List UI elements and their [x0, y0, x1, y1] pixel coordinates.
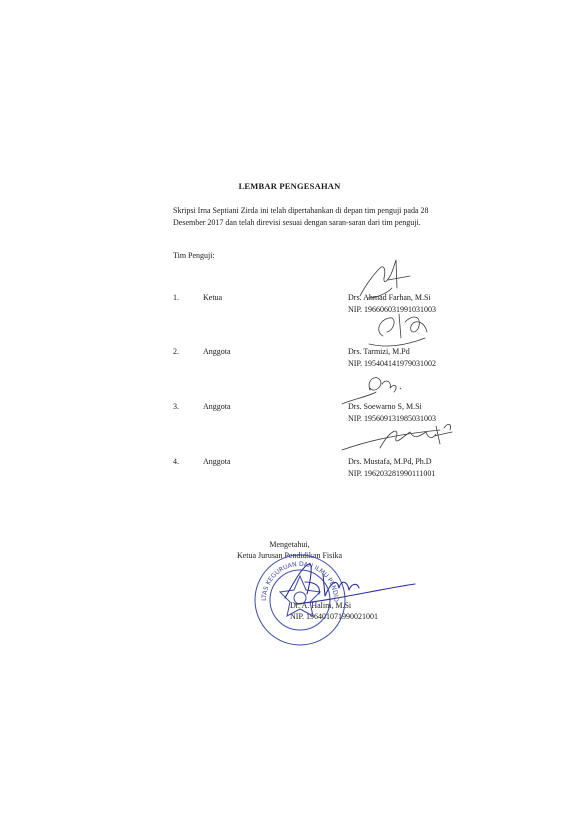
- svg-text:FAKULTAS KEGURUAN DAN ILMU PEN: FAKULTAS KEGURUAN DAN ILMU PENDIDIKAN: [247, 545, 340, 602]
- approval-signature-icon: [275, 560, 425, 610]
- page-title: LEMBAR PENGESAHAN: [238, 181, 341, 191]
- member-name: Drs. Ahmad Farhan, M.Si: [348, 293, 431, 302]
- signature-1-icon: [350, 258, 420, 303]
- signature-3-icon: [340, 368, 410, 408]
- member-block: [348, 456, 435, 480]
- member-number: 4.: [173, 457, 179, 466]
- member-number: 2.: [173, 347, 179, 356]
- member-number: 3.: [173, 402, 179, 411]
- member-nip: NIP. 195609131985031003: [348, 414, 437, 423]
- member-name: Drs. Mustafa, M.Pd, Ph.D: [348, 457, 432, 466]
- member-nip: NIP. 196203281990111001: [348, 469, 436, 478]
- member-role: Ketua: [203, 293, 223, 302]
- member-role: Anggota: [203, 402, 231, 411]
- intro-line-2: Desember 2017 dan telah direvisi sesuai dengan saran-saran dari tim penguji.: [173, 218, 421, 227]
- intro-line-1: Skripsi Irna Septiani Zirda ini telah dipertahankan di depan tim penguji pada 28: [173, 206, 429, 215]
- approval-position: Ketua Jurusan Pendidikan Fisika: [236, 551, 343, 560]
- approval-nip: NIP. 196401071990021001: [290, 612, 379, 621]
- member-nip: NIP. 195404141979031002: [348, 359, 437, 368]
- member-nip: NIP. 196606031991031003: [348, 305, 437, 314]
- member-role: Anggota: [203, 457, 231, 466]
- signature-4-icon: [340, 418, 460, 458]
- signature-2-icon: [365, 308, 445, 350]
- approval-name: Dr. A. Halim, M.Si: [290, 601, 352, 610]
- member-name: Drs. Tarmizi, M.Pd: [348, 347, 410, 356]
- team-label: Tim Penguji:: [173, 251, 215, 260]
- member-role: Anggota: [203, 347, 231, 356]
- member-name: Drs. Soewarno S, M.Si: [348, 402, 422, 411]
- approval-label: Mengetahui,: [269, 540, 310, 549]
- member-number: 1.: [173, 293, 179, 302]
- intro-paragraph: [173, 205, 433, 229]
